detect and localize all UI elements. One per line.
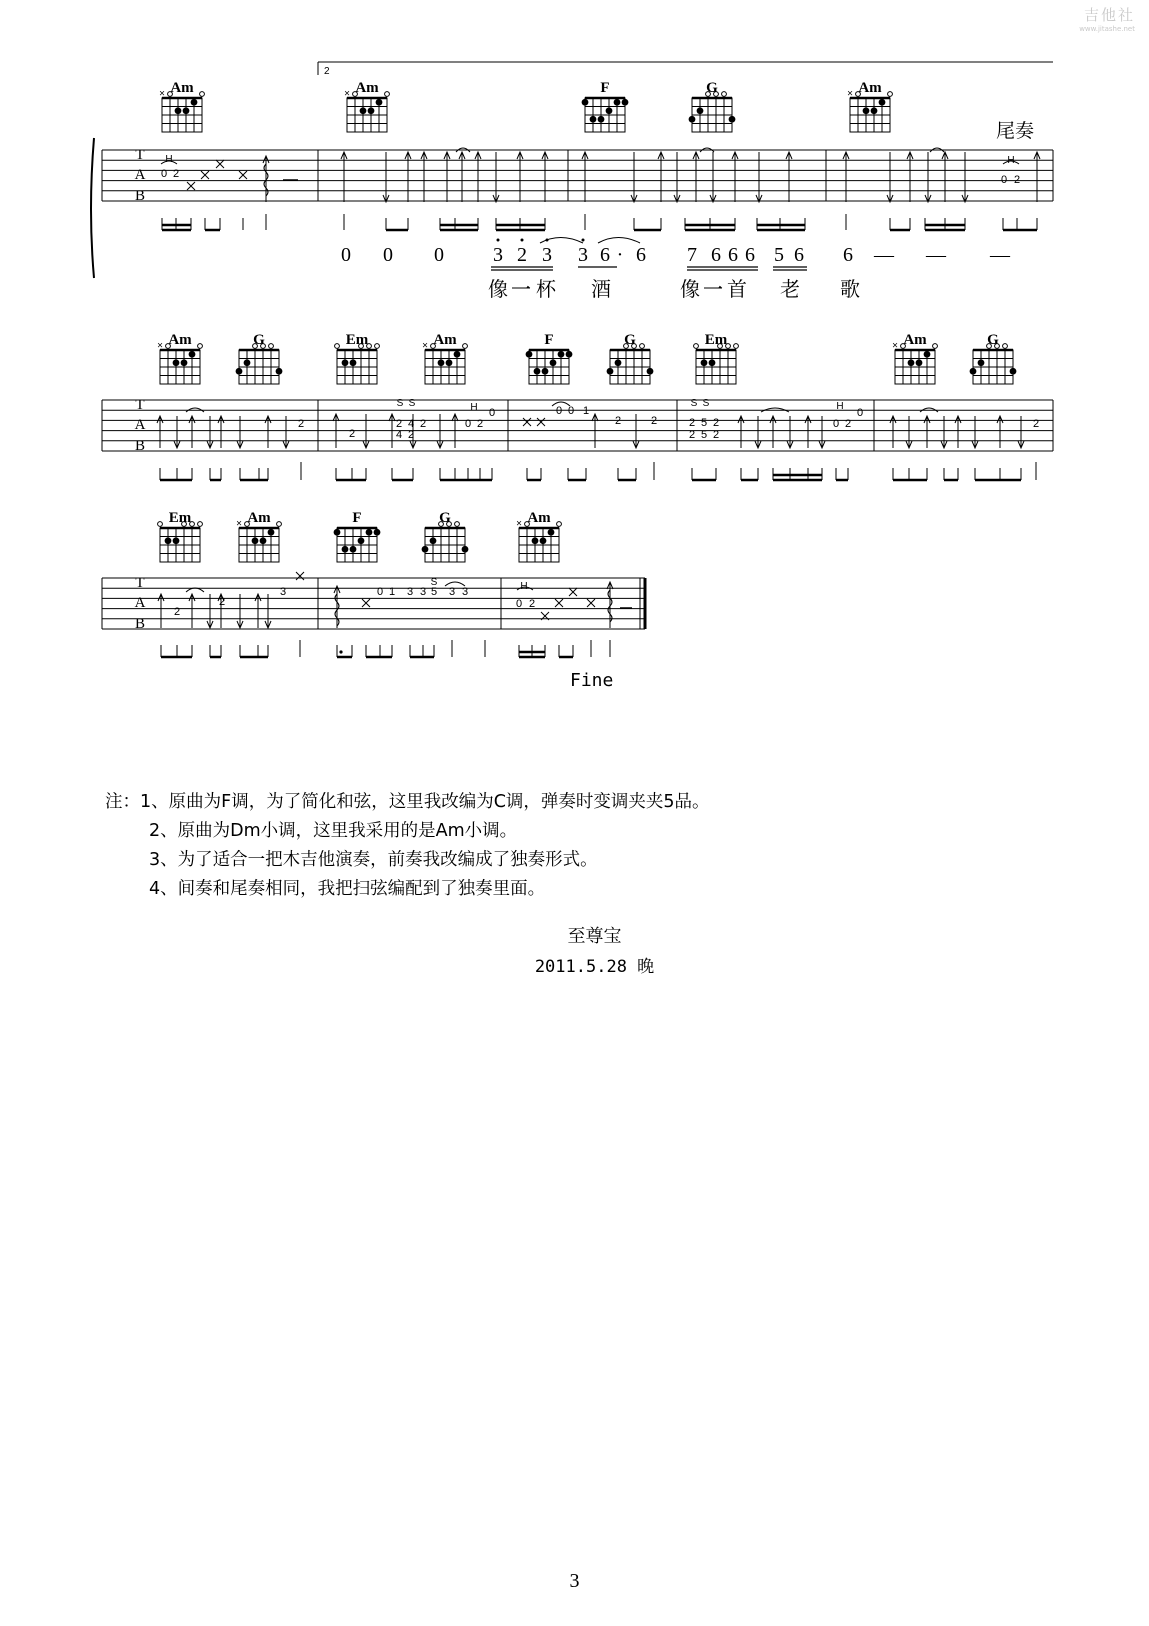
chord-name: Am xyxy=(168,332,192,348)
chord-dot xyxy=(183,107,190,114)
note-line-3 xyxy=(105,846,1105,875)
open-string-mark xyxy=(200,92,205,97)
chord-dot xyxy=(607,368,614,375)
notes-block xyxy=(105,788,1105,904)
chord-dot xyxy=(462,546,469,553)
volta-number: 2 xyxy=(324,66,330,77)
chord-dot xyxy=(566,351,573,358)
chord-dot xyxy=(334,529,341,536)
chord-name: Am xyxy=(433,332,457,348)
jianpu-note: 6 xyxy=(745,244,755,266)
tab-number: 0 xyxy=(160,168,168,180)
lyric-char: 老 xyxy=(780,277,800,301)
hammer-mark: H xyxy=(836,401,844,412)
chord-dot xyxy=(908,359,915,366)
chord-dot xyxy=(260,537,267,544)
chord-dot xyxy=(532,537,539,544)
jianpu-octave-dot xyxy=(521,239,524,242)
open-string-mark xyxy=(640,344,645,349)
chord-dot xyxy=(697,107,704,114)
note-item: 1、原曲为F调，为了简化和弦，这里我改编为C调，弹奏时变调夹夹5品。 xyxy=(140,792,710,812)
tab-number: 5 xyxy=(700,429,708,441)
open-string-mark xyxy=(269,344,274,349)
chord-dot xyxy=(689,116,696,123)
open-string-mark xyxy=(158,522,163,527)
jianpu-note: 5 xyxy=(774,244,784,266)
signature-date: 2011.5.28 晚 xyxy=(534,957,655,977)
chord-dot xyxy=(1010,368,1017,375)
lyric-char: 酒 xyxy=(591,277,611,301)
chord-dot xyxy=(598,116,605,123)
open-string-mark xyxy=(933,344,938,349)
lyric-char: 杯 xyxy=(536,277,556,301)
jianpu-note: — xyxy=(926,244,946,266)
open-string-mark xyxy=(1003,344,1008,349)
note-item: 3、为了适合一把木吉他演奏，前奏我改编成了独奏形式。 xyxy=(149,850,598,870)
slide-mark: S xyxy=(396,398,404,409)
slide-mark: S xyxy=(430,577,438,588)
lyric-char: 一 xyxy=(511,277,531,301)
watermark-url: www.jitashe.net xyxy=(1079,25,1135,33)
jianpu-note: 2 xyxy=(517,244,527,266)
chord-name: Em xyxy=(345,332,369,348)
open-string-mark xyxy=(375,344,380,349)
open-string-mark xyxy=(198,344,203,349)
slide-mark: S xyxy=(702,398,710,409)
chord-dot xyxy=(615,359,622,366)
jianpu-note: 6 xyxy=(711,244,721,266)
tab-number: 2 xyxy=(1032,418,1040,430)
chord-dot xyxy=(368,107,375,114)
chord-dot xyxy=(276,368,283,375)
chord-name: Am xyxy=(527,510,551,526)
chord-name: Am xyxy=(170,80,194,96)
chord-dot xyxy=(244,359,251,366)
jianpu-octave-dot xyxy=(497,239,500,242)
chord-name: F xyxy=(600,80,610,96)
chord-name: G xyxy=(624,332,636,348)
jianpu-octave-dot xyxy=(546,239,549,242)
muted-string-mark: × xyxy=(892,340,898,352)
jianpu-note: · xyxy=(616,244,624,266)
author-signature: 至尊宝 xyxy=(567,926,622,947)
chord-dot xyxy=(350,546,357,553)
tab-number: 3 xyxy=(279,586,287,598)
tab-number: 0 xyxy=(488,407,496,419)
chord-dot xyxy=(165,537,172,544)
tab-number: 0 xyxy=(1000,174,1008,186)
tab-letter: B xyxy=(134,188,146,204)
tab-letter: T xyxy=(135,147,145,163)
tab-letter: A xyxy=(134,417,146,433)
jianpu-note: 0 xyxy=(383,244,393,266)
slide-mark: S xyxy=(408,398,416,409)
muted-string-mark: × xyxy=(422,340,428,352)
tab-number: 0 xyxy=(515,598,523,610)
tab-number: 5 xyxy=(700,417,708,429)
chord-name: Am xyxy=(903,332,927,348)
jianpu-octave-dot xyxy=(582,239,585,242)
open-string-mark xyxy=(888,92,893,97)
chord-name: G xyxy=(253,332,265,348)
tab-number: 2 xyxy=(419,418,427,430)
chord-dot xyxy=(540,537,547,544)
tab-number: 2 xyxy=(688,429,696,441)
chord-dot xyxy=(376,99,383,106)
chord-dot xyxy=(360,107,367,114)
open-string-mark xyxy=(557,522,562,527)
dot-rhythm xyxy=(339,650,342,653)
hammer-mark: H xyxy=(1007,155,1015,166)
chord-dot xyxy=(438,359,445,366)
muted-string-mark: × xyxy=(516,518,522,530)
chord-dot xyxy=(446,359,453,366)
chord-dot xyxy=(590,116,597,123)
tab-number: 2 xyxy=(173,606,181,618)
jianpu-note: 6 xyxy=(728,244,738,266)
open-string-mark xyxy=(722,92,727,97)
chord-dot xyxy=(173,359,180,366)
chord-dot xyxy=(430,537,437,544)
jianpu-note: 6 xyxy=(600,244,610,266)
chord-dot xyxy=(534,368,541,375)
note-item: 2、原曲为Dm小调，这里我采用的是Am小调。 xyxy=(149,821,518,841)
tab-number: 2 xyxy=(844,418,852,430)
chord-dot xyxy=(647,368,654,375)
lyric-char: 歌 xyxy=(840,277,860,301)
tab-number: 0 xyxy=(832,418,840,430)
chord-dot xyxy=(526,351,533,358)
chord-dot xyxy=(173,537,180,544)
tab-number: 2 xyxy=(614,415,622,427)
lyric-char: 像 xyxy=(488,277,508,301)
chord-name: G xyxy=(439,510,451,526)
hammer-mark: H xyxy=(520,581,528,592)
chord-dot xyxy=(422,546,429,553)
note-line-2 xyxy=(105,817,1105,846)
jianpu-note: 6 xyxy=(636,244,646,266)
tab-number: 1 xyxy=(388,586,396,598)
chord-dot xyxy=(548,529,555,536)
chord-dot xyxy=(366,529,373,536)
tab-number: 0 xyxy=(464,418,472,430)
page-number: 3 xyxy=(569,1570,580,1592)
jianpu-note: 3 xyxy=(542,244,552,266)
tab-number: 2 xyxy=(1013,174,1021,186)
open-string-mark xyxy=(335,344,340,349)
lyric-char: 一 xyxy=(703,277,723,301)
open-string-mark xyxy=(463,344,468,349)
chord-dot xyxy=(189,351,196,358)
tab-number: 2 xyxy=(712,429,720,441)
chord-dot xyxy=(181,359,188,366)
jianpu-note: 6 xyxy=(794,244,804,266)
chord-dot xyxy=(978,359,985,366)
chord-dot xyxy=(350,359,357,366)
chord-dot xyxy=(582,99,589,106)
chord-dot xyxy=(191,99,198,106)
jianpu-note: 6 xyxy=(843,244,853,266)
hammer-mark: H xyxy=(470,402,478,413)
tab-number: 5 xyxy=(430,586,438,598)
jianpu-note: 0 xyxy=(434,244,444,266)
tab-number: 2 xyxy=(712,417,720,429)
section-label: 尾奏 xyxy=(996,120,1035,142)
open-string-mark xyxy=(198,522,203,527)
tab-letter: A xyxy=(134,167,146,183)
chord-dot xyxy=(252,537,259,544)
open-string-mark xyxy=(385,92,390,97)
tab-number: 2 xyxy=(218,596,226,608)
tab-number: 3 xyxy=(448,586,456,598)
chord-dot xyxy=(701,359,708,366)
chord-dot xyxy=(871,107,878,114)
chord-dot xyxy=(924,351,931,358)
chord-name: G xyxy=(706,80,718,96)
lyric-char: 首 xyxy=(727,277,747,301)
tab-number: 4 xyxy=(407,418,415,430)
chord-name: F xyxy=(352,510,362,526)
chord-dot xyxy=(342,359,349,366)
jianpu-note: 7 xyxy=(687,244,697,266)
hammer-mark: H xyxy=(165,154,173,165)
chord-name: Am xyxy=(247,510,271,526)
chord-name: Em xyxy=(704,332,728,348)
chord-dot xyxy=(342,546,349,553)
tab-letter: B xyxy=(134,616,146,632)
tab-number: 1 xyxy=(582,405,590,417)
tab-number: 2 xyxy=(407,429,415,441)
jianpu-note: — xyxy=(990,244,1010,266)
chord-name: G xyxy=(987,332,999,348)
tab-number: 2 xyxy=(688,417,696,429)
chord-dot xyxy=(268,529,275,536)
slide-mark: S xyxy=(690,398,698,409)
tab-letter: T xyxy=(135,575,145,591)
tab-number: 2 xyxy=(348,428,356,440)
tab-number: 3 xyxy=(419,586,427,598)
tab-number: 0 xyxy=(555,405,563,417)
tab-number: 2 xyxy=(528,598,536,610)
muted-string-mark: × xyxy=(344,88,350,100)
tab-number: 2 xyxy=(395,418,403,430)
chord-dot xyxy=(709,359,716,366)
chord-name: Em xyxy=(168,510,192,526)
chord-dot xyxy=(916,359,923,366)
chord-dot xyxy=(542,368,549,375)
jianpu-note: 3 xyxy=(578,244,588,266)
chord-dot xyxy=(236,368,243,375)
muted-string-mark: × xyxy=(159,88,165,100)
muted-string-mark: × xyxy=(847,88,853,100)
open-string-mark xyxy=(455,522,460,527)
tab-letter: B xyxy=(134,438,146,454)
chord-dot xyxy=(863,107,870,114)
system-brace xyxy=(91,138,94,278)
tab-number: 2 xyxy=(650,415,658,427)
tab-letter: A xyxy=(134,595,146,611)
tab-number: 2 xyxy=(476,418,484,430)
notes-prefix: 注： xyxy=(105,792,140,812)
tab-number: 0 xyxy=(567,405,575,417)
chord-dot xyxy=(550,359,557,366)
tab-letter: T xyxy=(135,397,145,413)
fine-marker: Fine xyxy=(570,670,614,691)
tab-number: 3 xyxy=(461,586,469,598)
chord-dot xyxy=(614,99,621,106)
chord-dot xyxy=(175,107,182,114)
note-line-4 xyxy=(105,875,1105,904)
open-string-mark xyxy=(277,522,282,527)
chord-dot xyxy=(729,116,736,123)
tab-number: 0 xyxy=(376,586,384,598)
tab-number: 4 xyxy=(395,429,403,441)
muted-string-mark: × xyxy=(157,340,163,352)
chord-dot xyxy=(622,99,629,106)
chord-name: Am xyxy=(355,80,379,96)
note-line-1 xyxy=(105,788,1105,817)
chord-dot xyxy=(558,351,565,358)
muted-string-mark: × xyxy=(236,518,242,530)
chord-dot xyxy=(970,368,977,375)
watermark-brand: 吉他社 xyxy=(1083,6,1135,24)
tab-number: 2 xyxy=(297,418,305,430)
chord-dot xyxy=(374,529,381,536)
tab-number: 2 xyxy=(172,168,180,180)
open-string-mark xyxy=(694,344,699,349)
tab-number: 0 xyxy=(856,407,864,419)
chord-dot xyxy=(879,99,886,106)
lyric-char: 像 xyxy=(680,277,700,301)
chord-name: Am xyxy=(858,80,882,96)
jianpu-note: 0 xyxy=(341,244,351,266)
chord-name: F xyxy=(544,332,554,348)
chord-dot xyxy=(358,537,365,544)
note-item: 4、间奏和尾奏相同，我把扫弦编配到了独奏里面。 xyxy=(149,879,546,899)
chord-dot xyxy=(454,351,461,358)
chord-dot xyxy=(606,107,613,114)
jianpu-note: 3 xyxy=(493,244,503,266)
tab-number: 3 xyxy=(406,586,414,598)
jianpu-note: — xyxy=(874,244,894,266)
watermark xyxy=(1079,4,1135,33)
jianpu-tie xyxy=(598,238,640,244)
open-string-mark xyxy=(734,344,739,349)
